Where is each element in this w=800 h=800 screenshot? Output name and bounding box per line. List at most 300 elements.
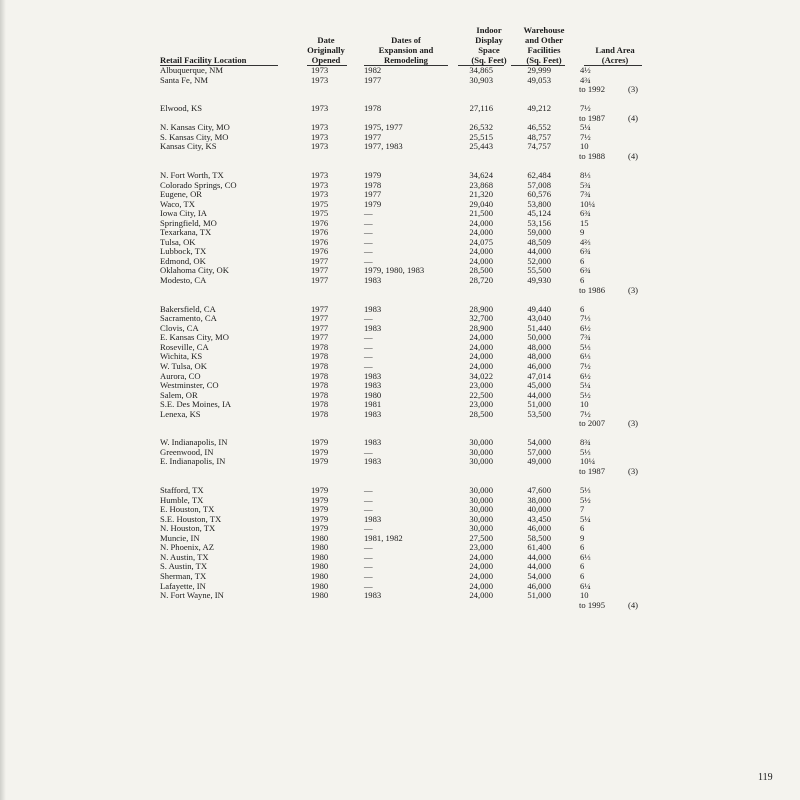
display-space-cell: 24,000 bbox=[469, 255, 493, 266]
expansion-cell: — bbox=[364, 255, 373, 266]
table-row bbox=[160, 200, 680, 210]
display-space-cell: 24,000 bbox=[469, 246, 493, 257]
table-row bbox=[160, 562, 680, 572]
lease-term: to 1987 bbox=[579, 112, 606, 123]
location-cell: Greenwood, IN bbox=[160, 446, 214, 457]
display-space-cell: 34,624 bbox=[469, 170, 493, 181]
warehouse-cell: 49,053 bbox=[527, 74, 551, 85]
land-area-cell: 7½ bbox=[580, 103, 591, 114]
table-row bbox=[160, 438, 680, 448]
location-cell: Springfield, MO bbox=[160, 217, 217, 228]
land-area-cell: 5⅓ bbox=[580, 446, 591, 457]
expansion-cell: — bbox=[364, 313, 373, 324]
table-row bbox=[160, 133, 680, 143]
expansion-cell: — bbox=[364, 561, 373, 572]
expansion-cell: 1978 bbox=[364, 103, 382, 114]
table-row bbox=[160, 171, 680, 181]
display-space-cell: 23,000 bbox=[469, 542, 493, 553]
header-location bbox=[160, 55, 246, 65]
display-space-cell: 24,075 bbox=[469, 236, 493, 247]
expansion-cell: 1983 bbox=[364, 370, 382, 381]
expansion-cell: 1979 bbox=[364, 170, 382, 181]
table-row bbox=[160, 496, 680, 506]
land-area-cell: 5½ bbox=[580, 389, 591, 400]
header-line: Land Area bbox=[595, 45, 635, 55]
expansion-cell: — bbox=[364, 227, 373, 238]
land-area-cell: 6¾ bbox=[580, 246, 591, 257]
date-opened-cell: 1979 bbox=[311, 437, 329, 448]
header-date-opened bbox=[300, 35, 352, 65]
location-cell: Iowa City, IA bbox=[160, 208, 207, 219]
lease-term: to 2007 bbox=[579, 418, 606, 429]
warehouse-cell: 60,576 bbox=[527, 189, 551, 200]
display-space-cell: 25,443 bbox=[469, 141, 493, 152]
expansion-cell: 1983 bbox=[364, 456, 382, 467]
footnote-ref: (3) bbox=[628, 84, 639, 95]
lease-note-row bbox=[160, 419, 680, 429]
land-area-cell: 6⅓ bbox=[580, 351, 591, 362]
expansion-cell: — bbox=[364, 551, 373, 562]
expansion-cell: 1983 bbox=[364, 380, 382, 391]
location-cell: Humble, TX bbox=[160, 494, 204, 505]
table-row bbox=[160, 381, 680, 391]
location-cell: N. Houston, TX bbox=[160, 523, 216, 534]
expansion-cell: — bbox=[364, 523, 373, 534]
table-row bbox=[160, 66, 680, 76]
location-cell: W. Tulsa, OK bbox=[160, 360, 207, 371]
expansion-cell: 1977 bbox=[364, 131, 382, 142]
land-area-cell: 5¼ bbox=[580, 513, 591, 524]
lease-note-row bbox=[160, 286, 680, 296]
warehouse-cell: 57,000 bbox=[527, 446, 551, 457]
land-area-cell: 6 bbox=[580, 570, 585, 581]
date-opened-cell: 1978 bbox=[311, 389, 329, 400]
header-warehouse bbox=[506, 25, 582, 65]
table-row bbox=[160, 534, 680, 544]
expansion-cell: — bbox=[364, 542, 373, 553]
expansion-cell: 1983 bbox=[364, 513, 382, 524]
location-cell: Sherman, TX bbox=[160, 570, 207, 581]
date-opened-cell: 1979 bbox=[311, 446, 329, 457]
table-header bbox=[160, 18, 680, 65]
lease-note-row bbox=[160, 114, 680, 124]
expansion-cell: 1979, 1980, 1983 bbox=[364, 265, 425, 276]
table-row bbox=[160, 238, 680, 248]
date-opened-cell: 1978 bbox=[311, 351, 329, 362]
land-area-cell: 10¼ bbox=[580, 456, 596, 467]
display-space-cell: 24,000 bbox=[469, 217, 493, 228]
expansion-cell: — bbox=[364, 504, 373, 515]
warehouse-cell: 62,484 bbox=[527, 170, 551, 181]
display-space-cell: 24,000 bbox=[469, 551, 493, 562]
header-line: (Sq. Feet) bbox=[526, 55, 562, 65]
land-area-cell: 15 bbox=[580, 217, 589, 228]
date-opened-cell: 1978 bbox=[311, 380, 329, 391]
expansion-cell: 1975, 1977 bbox=[364, 122, 403, 133]
header-line: (Acres) bbox=[601, 55, 629, 65]
date-opened-cell: 1975 bbox=[311, 198, 329, 209]
location-cell: W. Indianapolis, IN bbox=[160, 437, 228, 448]
display-space-cell: 25,515 bbox=[469, 131, 493, 142]
header-line: Display bbox=[475, 35, 503, 45]
land-area-cell: 6 bbox=[580, 275, 585, 286]
warehouse-cell: 50,000 bbox=[527, 332, 551, 343]
table-row bbox=[160, 572, 680, 582]
table-row bbox=[160, 553, 680, 563]
display-space-cell: 24,000 bbox=[469, 360, 493, 371]
page-number: 119 bbox=[758, 772, 773, 783]
land-area-cell: 7½ bbox=[580, 131, 591, 142]
location-cell: Colorado Springs, CO bbox=[160, 179, 237, 190]
land-area-cell: 7½ bbox=[580, 360, 591, 371]
location-cell: Santa Fe, NM bbox=[160, 74, 208, 85]
warehouse-cell: 46,000 bbox=[527, 580, 551, 591]
warehouse-cell: 48,000 bbox=[527, 341, 551, 352]
land-area-cell: 6 bbox=[580, 303, 585, 314]
footnote-ref: (4) bbox=[628, 112, 639, 123]
expansion-cell: 1982 bbox=[364, 65, 382, 75]
expansion-cell: — bbox=[364, 570, 373, 581]
display-space-cell: 26,532 bbox=[469, 122, 493, 133]
location-cell: S.E. Des Moines, IA bbox=[160, 399, 232, 410]
header-line: Expansion and bbox=[378, 45, 434, 55]
land-area-cell: 4½ bbox=[580, 65, 591, 75]
location-cell: Lubbock, TX bbox=[160, 246, 207, 257]
location-cell: Westminster, CO bbox=[160, 380, 219, 391]
footnote-ref: (3) bbox=[628, 284, 639, 295]
expansion-cell: — bbox=[364, 351, 373, 362]
land-area-cell: 10 bbox=[580, 141, 589, 152]
date-opened-cell: 1977 bbox=[311, 332, 329, 343]
expansion-cell: — bbox=[364, 217, 373, 228]
display-space-cell: 27,500 bbox=[469, 532, 493, 543]
table-body bbox=[160, 66, 680, 610]
warehouse-cell: 49,212 bbox=[527, 103, 551, 114]
table-row bbox=[160, 314, 680, 324]
expansion-cell: — bbox=[364, 236, 373, 247]
table-row bbox=[160, 123, 680, 133]
table-row bbox=[160, 181, 680, 191]
expansion-cell: 1983 bbox=[364, 322, 382, 333]
display-space-cell: 30,000 bbox=[469, 513, 493, 524]
display-space-cell: 30,000 bbox=[469, 456, 493, 467]
warehouse-cell: 51,000 bbox=[527, 399, 551, 410]
date-opened-cell: 1979 bbox=[311, 485, 329, 496]
location-cell: E. Indianapolis, IN bbox=[160, 456, 226, 467]
land-area-cell: 6 bbox=[580, 255, 585, 266]
display-space-cell: 21,500 bbox=[469, 208, 493, 219]
display-space-cell: 28,720 bbox=[469, 275, 493, 286]
land-area-cell: 7⅓ bbox=[580, 313, 591, 324]
land-area-cell: 5¾ bbox=[580, 179, 591, 190]
location-cell: Modesto, CA bbox=[160, 275, 207, 286]
warehouse-cell: 49,930 bbox=[527, 275, 551, 286]
warehouse-cell: 46,000 bbox=[527, 360, 551, 371]
table-row bbox=[160, 543, 680, 553]
date-opened-cell: 1978 bbox=[311, 341, 329, 352]
land-area-cell: 9 bbox=[580, 227, 585, 238]
display-space-cell: 24,000 bbox=[469, 227, 493, 238]
display-space-cell: 28,500 bbox=[469, 408, 493, 419]
date-opened-cell: 1980 bbox=[311, 570, 329, 581]
warehouse-cell: 54,000 bbox=[527, 570, 551, 581]
display-space-cell: 30,000 bbox=[469, 504, 493, 515]
date-opened-cell: 1977 bbox=[311, 313, 329, 324]
header-land-area bbox=[580, 45, 650, 65]
warehouse-cell: 29,999 bbox=[527, 65, 551, 75]
table-row bbox=[160, 219, 680, 229]
footnote-ref: (3) bbox=[628, 418, 639, 429]
location-cell: Oklahoma City, OK bbox=[160, 265, 229, 276]
display-space-cell: 34,022 bbox=[469, 370, 493, 381]
location-cell: Salem, OR bbox=[160, 389, 198, 400]
expansion-cell: — bbox=[364, 208, 373, 219]
location-cell: Aurora, CO bbox=[160, 370, 201, 381]
land-area-cell: 7 bbox=[580, 504, 585, 515]
warehouse-cell: 38,000 bbox=[527, 494, 551, 505]
warehouse-cell: 49,000 bbox=[527, 456, 551, 467]
display-space-cell: 28,900 bbox=[469, 303, 493, 314]
footnote-ref: (4) bbox=[628, 599, 639, 610]
location-cell: Edmond, OK bbox=[160, 255, 206, 266]
location-cell: Sacramento, CA bbox=[160, 313, 217, 324]
date-opened-cell: 1973 bbox=[311, 170, 329, 181]
warehouse-cell: 57,008 bbox=[527, 179, 551, 190]
lease-note-row bbox=[160, 152, 680, 162]
date-opened-cell: 1973 bbox=[311, 131, 329, 142]
lease-term: to 1988 bbox=[579, 150, 606, 161]
date-opened-cell: 1978 bbox=[311, 399, 329, 410]
date-opened-cell: 1978 bbox=[311, 370, 329, 381]
expansion-cell: 1981 bbox=[364, 399, 382, 410]
display-space-cell: 30,903 bbox=[469, 74, 493, 85]
warehouse-cell: 45,000 bbox=[527, 380, 551, 391]
date-opened-cell: 1980 bbox=[311, 532, 329, 543]
table-row bbox=[160, 352, 680, 362]
display-space-cell: 23,868 bbox=[469, 179, 493, 190]
header-line: Retail Facility Location bbox=[160, 55, 247, 65]
location-cell: Lafayette, IN bbox=[160, 580, 206, 591]
date-opened-cell: 1979 bbox=[311, 523, 329, 534]
date-opened-cell: 1976 bbox=[311, 246, 329, 257]
land-area-cell: 10¼ bbox=[580, 198, 596, 209]
date-opened-cell: 1977 bbox=[311, 255, 329, 266]
land-area-cell: 6½ bbox=[580, 322, 591, 333]
expansion-cell: 1983 bbox=[364, 275, 382, 286]
land-area-cell: 6½ bbox=[580, 370, 591, 381]
location-cell: N. Phoenix, AZ bbox=[160, 542, 214, 553]
warehouse-cell: 44,000 bbox=[527, 561, 551, 572]
display-space-cell: 22,500 bbox=[469, 389, 493, 400]
expansion-cell: — bbox=[364, 341, 373, 352]
date-opened-cell: 1973 bbox=[311, 122, 329, 133]
location-cell: N. Kansas City, MO bbox=[160, 122, 230, 133]
facility-table bbox=[160, 18, 680, 610]
table-row bbox=[160, 247, 680, 257]
warehouse-cell: 59,000 bbox=[527, 227, 551, 238]
location-cell: Clovis, CA bbox=[160, 322, 199, 333]
location-cell: Waco, TX bbox=[160, 198, 195, 209]
lease-term: to 1987 bbox=[579, 465, 606, 476]
date-opened-cell: 1977 bbox=[311, 275, 329, 286]
land-area-cell: 9 bbox=[580, 532, 585, 543]
display-space-cell: 28,500 bbox=[469, 265, 493, 276]
table-row bbox=[160, 305, 680, 315]
display-space-cell: 24,000 bbox=[469, 332, 493, 343]
land-area-cell: 6¼ bbox=[580, 580, 591, 591]
expansion-cell: 1983 bbox=[364, 437, 382, 448]
land-area-cell: 5⅓ bbox=[580, 485, 591, 496]
warehouse-cell: 44,000 bbox=[527, 389, 551, 400]
warehouse-cell: 46,000 bbox=[527, 523, 551, 534]
warehouse-cell: 53,156 bbox=[527, 217, 551, 228]
header-line: Facilities bbox=[527, 45, 561, 55]
expansion-cell: 1977, 1983 bbox=[364, 141, 403, 152]
display-space-cell: 24,000 bbox=[469, 590, 493, 601]
land-area-cell: 4¾ bbox=[580, 74, 591, 85]
table-row bbox=[160, 448, 680, 458]
expansion-cell: 1983 bbox=[364, 590, 382, 601]
table-row bbox=[160, 362, 680, 372]
date-opened-cell: 1979 bbox=[311, 456, 329, 467]
date-opened-cell: 1976 bbox=[311, 236, 329, 247]
date-opened-cell: 1973 bbox=[311, 74, 329, 85]
location-cell: N. Austin, TX bbox=[160, 551, 209, 562]
table-row bbox=[160, 391, 680, 401]
table-row bbox=[160, 400, 680, 410]
header-line: Originally bbox=[307, 45, 345, 55]
header-line: Date bbox=[317, 35, 335, 45]
expansion-cell: 1983 bbox=[364, 408, 382, 419]
lease-note-row bbox=[160, 85, 680, 95]
location-cell: S. Kansas City, MO bbox=[160, 131, 229, 142]
warehouse-cell: 55,500 bbox=[527, 265, 551, 276]
warehouse-cell: 51,440 bbox=[527, 322, 551, 333]
expansion-cell: 1979 bbox=[364, 198, 382, 209]
table-row bbox=[160, 324, 680, 334]
header-line: Remodeling bbox=[384, 55, 428, 65]
table-row bbox=[160, 515, 680, 525]
location-cell: Eugene, OR bbox=[160, 189, 203, 200]
display-space-cell: 23,000 bbox=[469, 399, 493, 410]
table-row bbox=[160, 209, 680, 219]
display-space-cell: 30,000 bbox=[469, 523, 493, 534]
warehouse-cell: 48,509 bbox=[527, 236, 551, 247]
date-opened-cell: 1977 bbox=[311, 303, 329, 314]
location-cell: Tulsa, OK bbox=[160, 236, 196, 247]
warehouse-cell: 48,757 bbox=[527, 131, 551, 142]
date-opened-cell: 1979 bbox=[311, 504, 329, 515]
date-opened-cell: 1973 bbox=[311, 141, 329, 152]
date-opened-cell: 1976 bbox=[311, 227, 329, 238]
header-line: (Sq. Feet) bbox=[471, 55, 507, 65]
location-cell: Wichita, KS bbox=[160, 351, 203, 362]
date-opened-cell: 1980 bbox=[311, 551, 329, 562]
table-row bbox=[160, 190, 680, 200]
date-opened-cell: 1975 bbox=[311, 208, 329, 219]
table-row bbox=[160, 486, 680, 496]
expansion-cell: 1977 bbox=[364, 189, 382, 200]
display-space-cell: 24,000 bbox=[469, 561, 493, 572]
location-cell: Texarkana, TX bbox=[160, 227, 212, 238]
header-line: and Other bbox=[525, 35, 563, 45]
display-space-cell: 24,000 bbox=[469, 341, 493, 352]
lease-note-row bbox=[160, 467, 680, 477]
header-line: Warehouse bbox=[523, 25, 565, 35]
location-cell: Elwood, KS bbox=[160, 103, 203, 114]
display-space-cell: 30,000 bbox=[469, 494, 493, 505]
expansion-cell: — bbox=[364, 246, 373, 257]
expansion-cell: — bbox=[364, 360, 373, 371]
display-space-cell: 24,000 bbox=[469, 580, 493, 591]
location-cell: Lenexa, KS bbox=[160, 408, 201, 419]
date-opened-cell: 1980 bbox=[311, 542, 329, 553]
date-opened-cell: 1979 bbox=[311, 513, 329, 524]
date-opened-cell: 1980 bbox=[311, 561, 329, 572]
land-area-cell: 5¼ bbox=[580, 380, 591, 391]
display-space-cell: 30,000 bbox=[469, 446, 493, 457]
table-row bbox=[160, 333, 680, 343]
display-space-cell: 24,000 bbox=[469, 570, 493, 581]
date-opened-cell: 1977 bbox=[311, 322, 329, 333]
expansion-cell: 1983 bbox=[364, 303, 382, 314]
warehouse-cell: 61,400 bbox=[527, 542, 551, 553]
date-opened-cell: 1980 bbox=[311, 580, 329, 591]
location-cell: N. Fort Wayne, IN bbox=[160, 590, 224, 601]
display-space-cell: 32,700 bbox=[469, 313, 493, 324]
warehouse-cell: 53,500 bbox=[527, 408, 551, 419]
date-opened-cell: 1973 bbox=[311, 189, 329, 200]
warehouse-cell: 45,124 bbox=[527, 208, 551, 219]
location-cell: Bakersfield, CA bbox=[160, 303, 216, 314]
warehouse-cell: 43,040 bbox=[527, 313, 551, 324]
land-area-cell: 8⅓ bbox=[580, 170, 591, 181]
expansion-cell: 1977 bbox=[364, 74, 382, 85]
warehouse-cell: 49,440 bbox=[527, 303, 551, 314]
footnote-ref: (4) bbox=[628, 150, 639, 161]
warehouse-cell: 52,000 bbox=[527, 255, 551, 266]
warehouse-cell: 43,450 bbox=[527, 513, 551, 524]
warehouse-cell: 47,600 bbox=[527, 485, 551, 496]
display-space-cell: 34,865 bbox=[469, 65, 493, 75]
land-area-cell: 7½ bbox=[580, 408, 591, 419]
table-row bbox=[160, 228, 680, 238]
warehouse-cell: 54,000 bbox=[527, 437, 551, 448]
header-line: Dates of bbox=[391, 35, 421, 45]
table-row bbox=[160, 343, 680, 353]
expansion-cell: — bbox=[364, 446, 373, 457]
land-area-cell: 6⅓ bbox=[580, 551, 591, 562]
land-area-cell: 5⅓ bbox=[580, 341, 591, 352]
land-area-cell: 10 bbox=[580, 399, 589, 410]
land-area-cell: 6 bbox=[580, 523, 585, 534]
date-opened-cell: 1973 bbox=[311, 179, 329, 190]
date-opened-cell: 1978 bbox=[311, 360, 329, 371]
expansion-cell: 1980 bbox=[364, 389, 382, 400]
warehouse-cell: 51,000 bbox=[527, 590, 551, 601]
header-line: Indoor bbox=[476, 25, 502, 35]
expansion-cell: 1981, 1982 bbox=[364, 532, 403, 543]
date-opened-cell: 1973 bbox=[311, 103, 329, 114]
table-row bbox=[160, 505, 680, 515]
date-opened-cell: 1980 bbox=[311, 590, 329, 601]
warehouse-cell: 53,800 bbox=[527, 198, 551, 209]
header-expansion bbox=[356, 35, 456, 65]
expansion-cell: — bbox=[364, 580, 373, 591]
warehouse-cell: 46,552 bbox=[527, 122, 551, 133]
display-space-cell: 24,000 bbox=[469, 351, 493, 362]
expansion-cell: — bbox=[364, 494, 373, 505]
